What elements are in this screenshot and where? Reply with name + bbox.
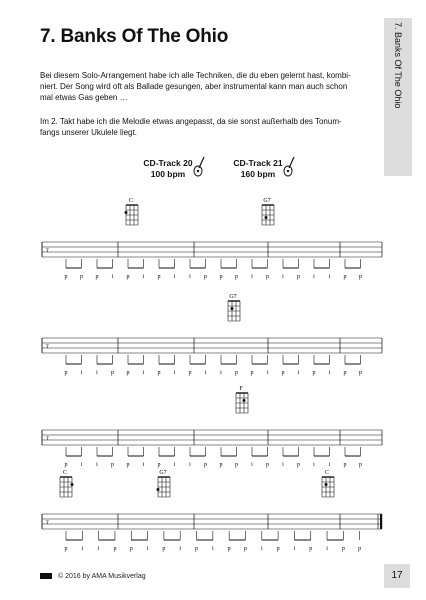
finger-letter: p <box>235 462 238 468</box>
finger-letter: p <box>64 462 68 468</box>
finger-letter: p <box>188 370 192 376</box>
finger-letter: i <box>173 274 176 280</box>
tab-system-4 <box>0 468 426 568</box>
chapter-side-tab-label: 7. Banks Of The Ohio <box>393 22 403 109</box>
finger-letter: i <box>142 274 145 280</box>
finger-letter: i <box>297 370 300 376</box>
finger-letter: i <box>212 546 214 552</box>
finger-letter: p <box>243 546 247 552</box>
finger-letter: i <box>282 462 284 468</box>
finger-letter: p <box>297 462 300 468</box>
cd-track-tempo: 160 bpm <box>240 169 276 179</box>
chord-name: C <box>62 470 68 476</box>
intro-line: Bei diesem Solo-Arrangement habe ich alle Techniken, die du eben gelernt hast, kombi- <box>40 71 351 80</box>
copyright-text: © 2016 by AMA Musikverlag <box>58 573 146 580</box>
finger-letter: p <box>343 462 347 468</box>
finger-letter: p <box>162 546 166 552</box>
finger-letter: p <box>195 546 199 552</box>
finger-letter: i <box>313 462 315 468</box>
finger-letter: p <box>204 462 207 468</box>
chord-dot <box>231 307 234 310</box>
tab-system-2 <box>0 292 426 392</box>
chord-diagram <box>125 198 139 225</box>
page-title: 7. Banks Of The Ohio <box>40 26 229 47</box>
finger-letter: i <box>96 462 98 468</box>
finger-letter: p <box>64 274 68 280</box>
note-line: Im 2. Takt habe ich die Melodie etwas angepasst, da sie sonst außerhalb des Tonum- <box>40 117 342 126</box>
note-line: fangs unserer Ukulele liegt. <box>40 128 137 137</box>
finger-letter: i <box>313 274 315 280</box>
finger-letter: p <box>157 274 161 280</box>
finger-letter: p <box>297 274 300 280</box>
chord-diagram <box>228 294 240 321</box>
chord-diagram <box>60 470 74 497</box>
chord-dot <box>157 488 160 491</box>
intro-line: mal etwas Gas geben … <box>40 93 128 102</box>
finger-letter: p <box>359 370 362 376</box>
finger-letter: i <box>111 274 114 280</box>
finger-letter: i <box>179 546 182 552</box>
finger-letter: i <box>173 370 176 376</box>
chord-name: F <box>239 386 243 392</box>
tab-system-1 <box>0 196 426 296</box>
finger-letter: p <box>281 370 285 376</box>
chord-name: G7 <box>263 198 271 204</box>
chord-name: G7 <box>159 470 167 476</box>
chord-diagram <box>157 470 171 497</box>
finger-letter: i <box>251 274 253 280</box>
chord-name: G7 <box>229 294 237 300</box>
finger-letter: p <box>126 274 130 280</box>
cd-track-20 <box>128 158 208 180</box>
finger-letter: i <box>97 546 100 552</box>
finger-letter: p <box>111 462 114 468</box>
cd-track-label: CD-Track 21 <box>233 158 283 168</box>
finger-letter: i <box>81 546 84 552</box>
chord-name: C <box>324 470 330 476</box>
cd-track-label: CD-Track 20 <box>143 158 193 168</box>
chord-dot <box>243 399 246 402</box>
finger-letter: p <box>276 546 280 552</box>
finger-letter: i <box>189 274 191 280</box>
note-paragraph <box>40 116 370 138</box>
intro-paragraph <box>40 70 370 103</box>
chord-dot <box>325 483 328 486</box>
finger-letter: i <box>80 370 83 376</box>
finger-letter: p <box>157 370 161 376</box>
finger-letter: p <box>235 274 238 280</box>
finger-letter: p <box>64 370 68 376</box>
finger-letter: i <box>260 546 263 552</box>
finger-letter: p <box>343 274 347 280</box>
finger-letter: p <box>95 274 99 280</box>
finger-letter: i <box>293 546 296 552</box>
finger-letter: i <box>204 370 207 376</box>
chord-dot <box>71 483 74 486</box>
finger-letter: i <box>328 462 331 468</box>
finger-letter: i <box>328 370 331 376</box>
tab-clef: T <box>46 521 50 526</box>
finger-letter: i <box>266 370 269 376</box>
finger-letter: p <box>359 274 362 280</box>
finger-letter: p <box>64 546 68 552</box>
finger-letter: i <box>189 462 191 468</box>
chord-dot <box>125 211 128 214</box>
finger-letter: i <box>173 462 176 468</box>
ukulele-icon <box>282 156 298 178</box>
finger-letter: i <box>96 370 98 376</box>
finger-letter: i <box>80 462 83 468</box>
chord-diagram <box>236 386 248 413</box>
finger-letter: p <box>309 546 313 552</box>
finger-letter: p <box>359 462 362 468</box>
tab-final-thick-barline <box>380 514 382 529</box>
finger-letter: i <box>328 274 331 280</box>
finger-letter: p <box>341 546 345 552</box>
finger-letter: p <box>129 546 133 552</box>
finger-letter: p <box>250 370 254 376</box>
finger-letter: i <box>146 546 149 552</box>
tab-clef: T <box>46 437 50 442</box>
finger-letter: i <box>251 462 253 468</box>
chord-diagram <box>262 198 274 225</box>
finger-letter: p <box>219 462 223 468</box>
finger-letter: p <box>343 370 347 376</box>
finger-letter: p <box>204 274 207 280</box>
finger-letter: i <box>142 462 145 468</box>
ukulele-icon <box>192 156 208 178</box>
finger-letter: p <box>126 370 130 376</box>
finger-letter: p <box>80 274 83 280</box>
finger-letter: i <box>142 370 145 376</box>
finger-letter: p <box>266 462 269 468</box>
chapter-side-tab <box>384 18 412 176</box>
chord-dot <box>265 216 268 219</box>
finger-letter: i <box>282 274 284 280</box>
finger-letter: p <box>113 546 117 552</box>
cd-track-21 <box>218 158 298 180</box>
finger-letter: p <box>235 370 238 376</box>
finger-letter: i <box>326 546 328 552</box>
finger-letter: p <box>157 462 161 468</box>
intro-line: niert. Der Song wird oft als Ballade gesungen, aber instrumental kann man auch schon <box>40 82 348 91</box>
page-number: 17 <box>384 564 410 588</box>
finger-letter: p <box>126 462 130 468</box>
footer <box>40 573 146 580</box>
finger-letter: p <box>219 274 223 280</box>
tab-clef: T <box>46 249 50 254</box>
finger-letter: p <box>111 370 114 376</box>
publisher-logo <box>40 573 52 579</box>
finger-letter: p <box>312 370 316 376</box>
finger-letter: i <box>220 370 222 376</box>
finger-letter: p <box>358 546 362 552</box>
chord-name: C <box>128 198 134 204</box>
chord-diagram <box>322 470 334 497</box>
tab-clef: T <box>46 345 50 350</box>
cd-track-tempo: 100 bpm <box>150 169 186 179</box>
finger-letter: p <box>227 546 231 552</box>
finger-letter: p <box>266 274 269 280</box>
